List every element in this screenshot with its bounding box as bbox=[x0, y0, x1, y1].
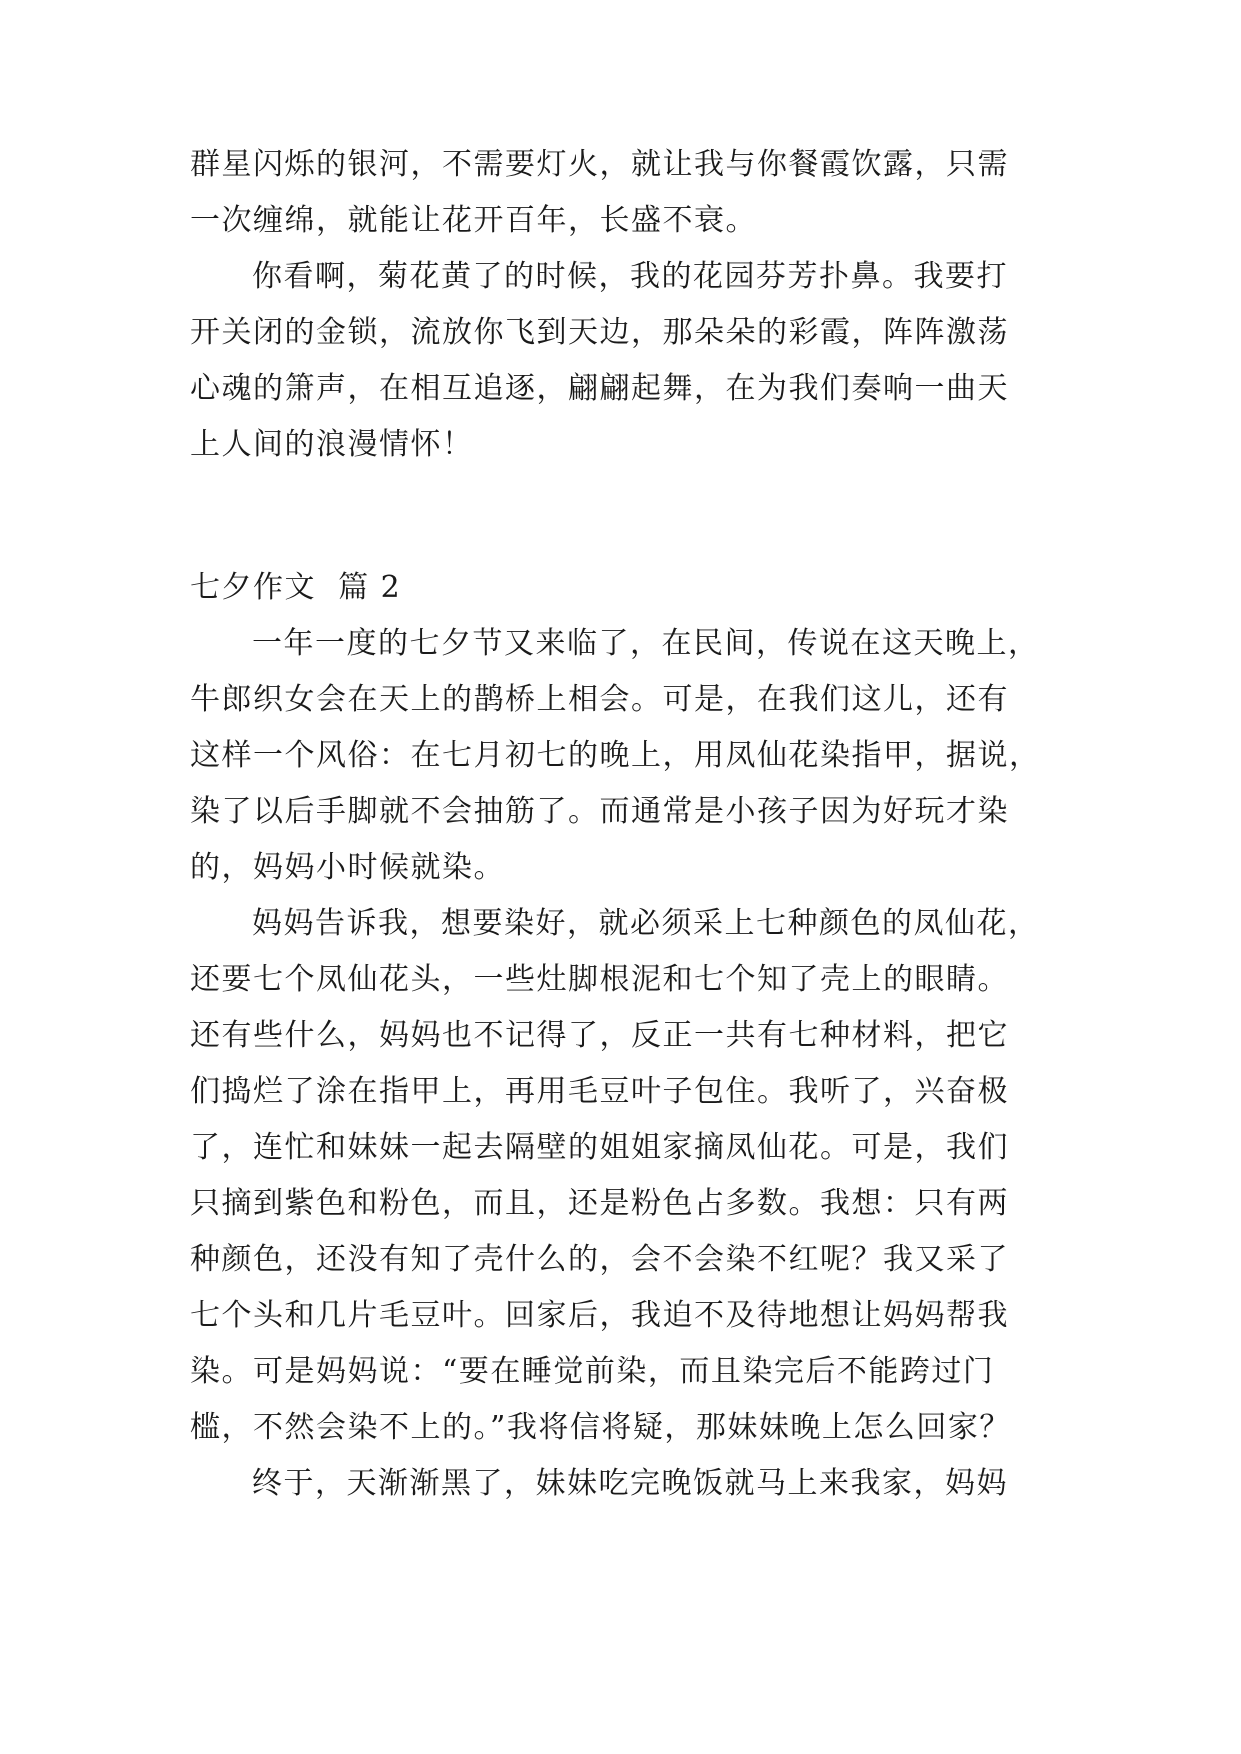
paragraph-line: 妈妈告诉我，想要染好，就必须采上七种颜色的凤仙花， bbox=[252, 906, 1040, 941]
paragraph-line: 这样一个风俗：在七月初七的晚上，用凤仙花染指甲，据说， bbox=[190, 738, 1041, 773]
paragraph-line: 了，连忙和妹妹一起去隔壁的姐姐家摘凤仙花。可是，我们 bbox=[190, 1130, 1009, 1165]
paragraph-line: 你看啊，菊花黄了的时候，我的花园芬芳扑鼻。我要打 bbox=[252, 259, 1008, 294]
paragraph-line: 们捣烂了涂在指甲上，再用毛豆叶子包住。我听了，兴奋极 bbox=[190, 1074, 1009, 1109]
paragraph-line: 群星闪烁的银河，不需要灯火，就让我与你餐霞饮露，只需 bbox=[190, 147, 1009, 182]
paragraph-line: 上人间的浪漫情怀！ bbox=[190, 427, 474, 462]
paragraph-line: 槛，不然会染不上的。”我将信将疑，那妹妹晚上怎么回家？ bbox=[190, 1410, 1011, 1445]
paragraph-line: 牛郎织女会在天上的鹊桥上相会。可是，在我们这儿，还有 bbox=[190, 682, 1009, 717]
paragraph-line: 的，妈妈小时候就染。 bbox=[190, 850, 505, 885]
paragraph-line: 七个头和几片毛豆叶。回家后，我迫不及待地想让妈妈帮我 bbox=[190, 1298, 1009, 1333]
paragraph-line: 还要七个凤仙花头，一些灶脚根泥和七个知了壳上的眼睛。 bbox=[190, 962, 1009, 997]
paragraph-line: 染了以后手脚就不会抽筋了。而通常是小孩子因为好玩才染 bbox=[190, 794, 1009, 829]
paragraph-line: 染。可是妈妈说：“要在睡觉前染，而且染完后不能跨过门 bbox=[190, 1354, 995, 1389]
paragraph-line: 一次缠绵，就能让花开百年，长盛不衰。 bbox=[190, 203, 757, 238]
paragraph-line: 终于，天渐渐黑了，妹妹吃完晚饭就马上来我家，妈妈 bbox=[252, 1466, 1008, 1501]
section-heading: 七夕作文 篇 2 bbox=[190, 570, 402, 605]
paragraph-line: 种颜色，还没有知了壳什么的，会不会染不红呢？我又采了 bbox=[190, 1242, 1009, 1277]
paragraph-line: 一年一度的七夕节又来临了，在民间，传说在这天晚上， bbox=[252, 626, 1040, 661]
paragraph-line: 只摘到紫色和粉色，而且，还是粉色占多数。我想：只有两 bbox=[190, 1186, 1009, 1221]
paragraph-line: 心魂的箫声，在相互追逐，翩翩起舞，在为我们奏响一曲天 bbox=[190, 371, 1009, 406]
paragraph-line: 开关闭的金锁，流放你飞到天边，那朵朵的彩霞，阵阵激荡 bbox=[190, 315, 1009, 350]
paragraph-line: 还有些什么，妈妈也不记得了，反正一共有七种材料，把它 bbox=[190, 1018, 1009, 1053]
